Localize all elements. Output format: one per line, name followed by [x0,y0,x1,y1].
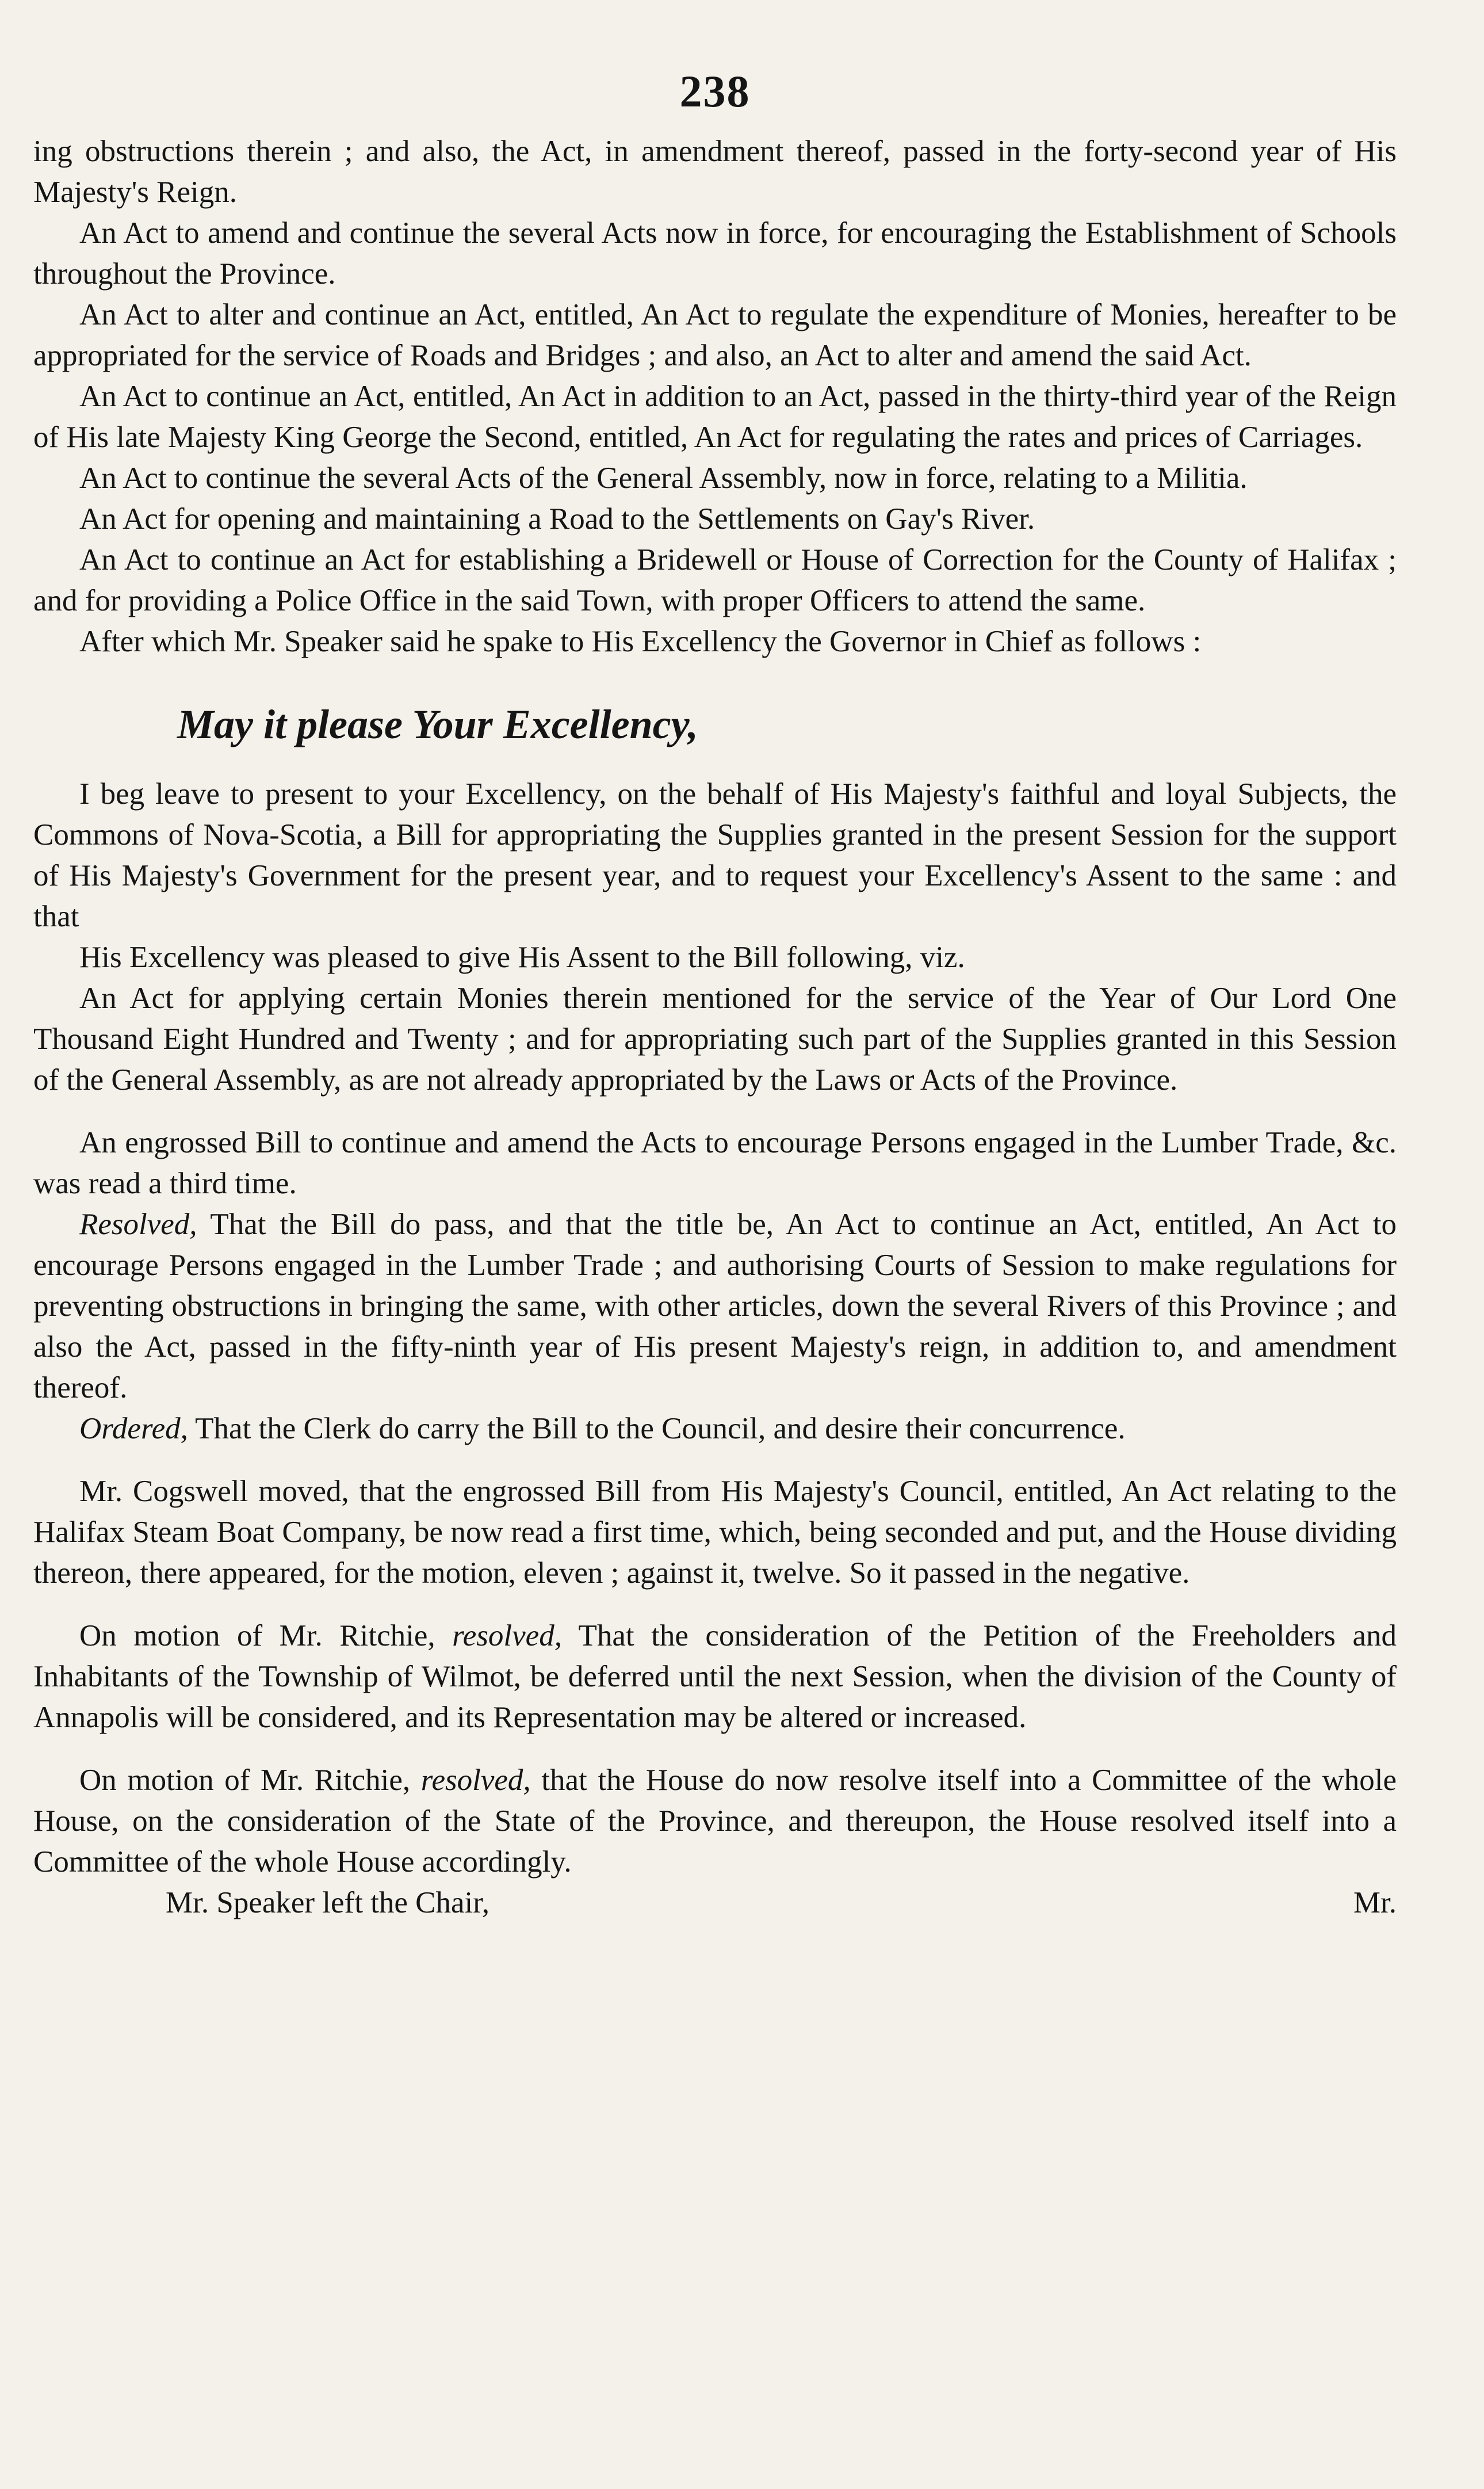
paragraph-cogswell-motion: Mr. Cogswell moved, that the engrossed Bill from His Majesty's Council, entitled, An Act relating to the Halifax Steam Boat Company, be now read a first time, which, being seconded and put, and the House dividing thereon, there appeared, for the motion, eleven ; against it, twelve. So it passed in the negative. [33,1475,1397,1590]
ritchie-text: That the consideration of the Petition of the Freeholders and Inhabitants of the Township of Wilmot, be deferred until the next Session, when the division of the County of Annapolis will be considered, and its Representation may be altered or increased. [33,1619,1397,1734]
ritchie-text: that the House do now resolve itself into a Committee of the whole House, on the consideration of the State of the Province, and thereupon, the House resolved itself into a Committee of the whole House accordingly. [33,1763,1397,1879]
paragraph-lumber-ordered [33,1408,1397,1449]
resolved-label: Resolved, [79,1208,197,1241]
paragraph-ritchie-wilmot [33,1616,1397,1738]
speaker-left-chair-line [33,1883,1397,1923]
paragraph-roads-act: An Act to alter and continue an Act, entitled, An Act to regulate the expenditure of Monies, hereafter to be appropriated for the service of Roads and Bridges ; and also, an Act to alter and amend the said Act. [33,298,1397,372]
paragraph-ritchie-committee [33,1760,1397,1883]
paragraph-speaker-address: After which Mr. Speaker said he spake to His Excellency the Governor in Chief as follows : [79,625,1202,658]
ordered-text: That the Clerk do carry the Bill to the Council, and desire their concurrence. [188,1412,1126,1445]
paragraph-carriages-act: An Act to continue an Act, entitled, An Act in addition to an Act, passed in the thirty-third year of the Reign of His late Majesty King George the Second, entitled, An Act for regulating the rates and prices of Carriages. [33,380,1397,454]
paragraph-address-body: I beg leave to present to your Excellency, on the behalf of His Majesty's faithful and loyal Subjects, the Commons of Nova-Scotia, a Bill for appropriating the Supplies granted in the present Session for the support of His Majesty's Government for the present year, and to request your Excellency's Assent to the same : and that [33,777,1397,933]
resolved-text: That the Bill do pass, and that the title be, An Act to continue an Act, entitled, An Act to encourage Persons engaged in the Lumber Trade ; and authorising Courts of Session to make regulations for preventing obstructions in bringing the same, with other articles, down the several Rivers of this Province ; and also the Act, passed in the fifty-ninth year of His present Majesty's reign, in addition to, and amendment thereof. [33,1208,1397,1404]
paragraph-appropriation-act: An Act for applying certain Monies therein mentioned for the service of the Year of Our Lord One Thousand Eight Hundred and Twenty ; and for appropriating such part of the Supplies granted in this Session of the General Assembly, as are not already appropriated by the Laws or Acts of the Province. [33,982,1397,1097]
ritchie-lead: On motion of Mr. Ritchie, [79,1619,453,1652]
paragraph-assent: His Excellency was pleased to give His Assent to the Bill following, viz. [79,941,965,974]
ritchie-resolved: resolved, [452,1619,562,1652]
salutation-heading: May it please Your Excellency, [177,701,698,747]
ritchie-lead: On motion of Mr. Ritchie, [79,1763,421,1797]
paragraph-schools-act: An Act to amend and continue the several Acts now in force, for encouraging the Establishment of Schools throughout the Province. [33,216,1397,291]
paragraph-bridewell-act: An Act to continue an Act for establishing a Bridewell or House of Correction for the County of Halifax ; and for providing a Police Office in the said Town, with proper Officers to attend the same. [33,543,1397,617]
paragraph-lumber-resolved [33,1204,1397,1408]
ordered-label: Ordered, [79,1412,188,1445]
paragraph-militia-act: An Act to continue the several Acts of the General Assembly, now in force, relating to a Militia. [79,461,1248,495]
paragraph-lumber-bill: An engrossed Bill to continue and amend the Acts to encourage Persons engaged in the Lumber Trade, &c. was read a third time. [33,1126,1397,1200]
paragraph-continuation: ing obstructions therein ; and also, the Act, in amendment thereof, passed in the forty-second year of His Majesty's Reign. [33,135,1397,209]
document-page [33,66,1397,2451]
ritchie-resolved: resolved, [420,1763,531,1797]
page-number: 238 [679,66,751,116]
speaker-left-text: Mr. Speaker left the Chair, [166,1886,490,1919]
paragraph-gays-river-act: An Act for opening and maintaining a Road to the Settlements on Gay's River. [79,502,1035,536]
catchword: Mr. [1353,1886,1397,1919]
